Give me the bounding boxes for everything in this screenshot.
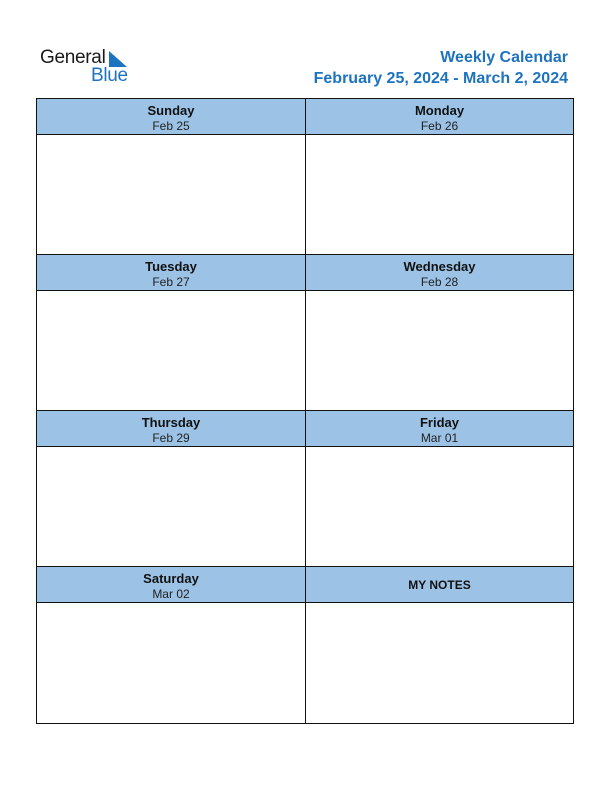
day-name: Friday — [419, 415, 459, 430]
day-cell-tuesday[interactable] — [37, 255, 305, 410]
day-cell-thursday[interactable] — [37, 411, 305, 566]
brand-name-general: General — [40, 47, 106, 68]
day-date: Mar 02 — [152, 587, 190, 601]
day-header — [306, 255, 573, 291]
day-date: Feb 27 — [152, 275, 190, 289]
day-name: Monday — [414, 103, 465, 118]
day-name: Saturday — [143, 571, 199, 586]
day-date: Feb 26 — [420, 119, 459, 133]
brand-name-blue: Blue — [91, 65, 128, 86]
day-cell-friday[interactable] — [306, 411, 573, 566]
day-date: Feb 28 — [420, 275, 459, 289]
day-header — [37, 255, 305, 291]
day-date: Mar 01 — [420, 431, 459, 445]
day-header — [37, 411, 305, 447]
day-date: Feb 29 — [152, 431, 190, 445]
day-header — [37, 99, 305, 135]
brand-logo — [40, 47, 140, 87]
day-header — [306, 99, 573, 135]
day-name: Thursday — [141, 415, 201, 430]
day-name: Wednesday — [403, 259, 476, 274]
day-cell-saturday[interactable] — [37, 567, 305, 723]
day-header — [37, 567, 305, 603]
day-name: Sunday — [147, 103, 195, 118]
calendar-grid — [36, 98, 574, 724]
page-title: Weekly Calendar — [440, 49, 568, 66]
page-header — [314, 48, 568, 89]
day-name: Tuesday — [145, 259, 197, 274]
day-cell-monday[interactable] — [306, 99, 573, 254]
notes-header — [306, 567, 573, 603]
day-header — [306, 411, 573, 447]
day-date: Feb 25 — [152, 119, 190, 133]
day-cell-wednesday[interactable] — [306, 255, 573, 410]
date-range: February 25, 2024 - March 2, 2024 — [313, 70, 568, 87]
notes-cell[interactable] — [306, 567, 573, 723]
notes-title: MY NOTES — [408, 578, 471, 592]
day-cell-sunday[interactable] — [37, 99, 305, 254]
